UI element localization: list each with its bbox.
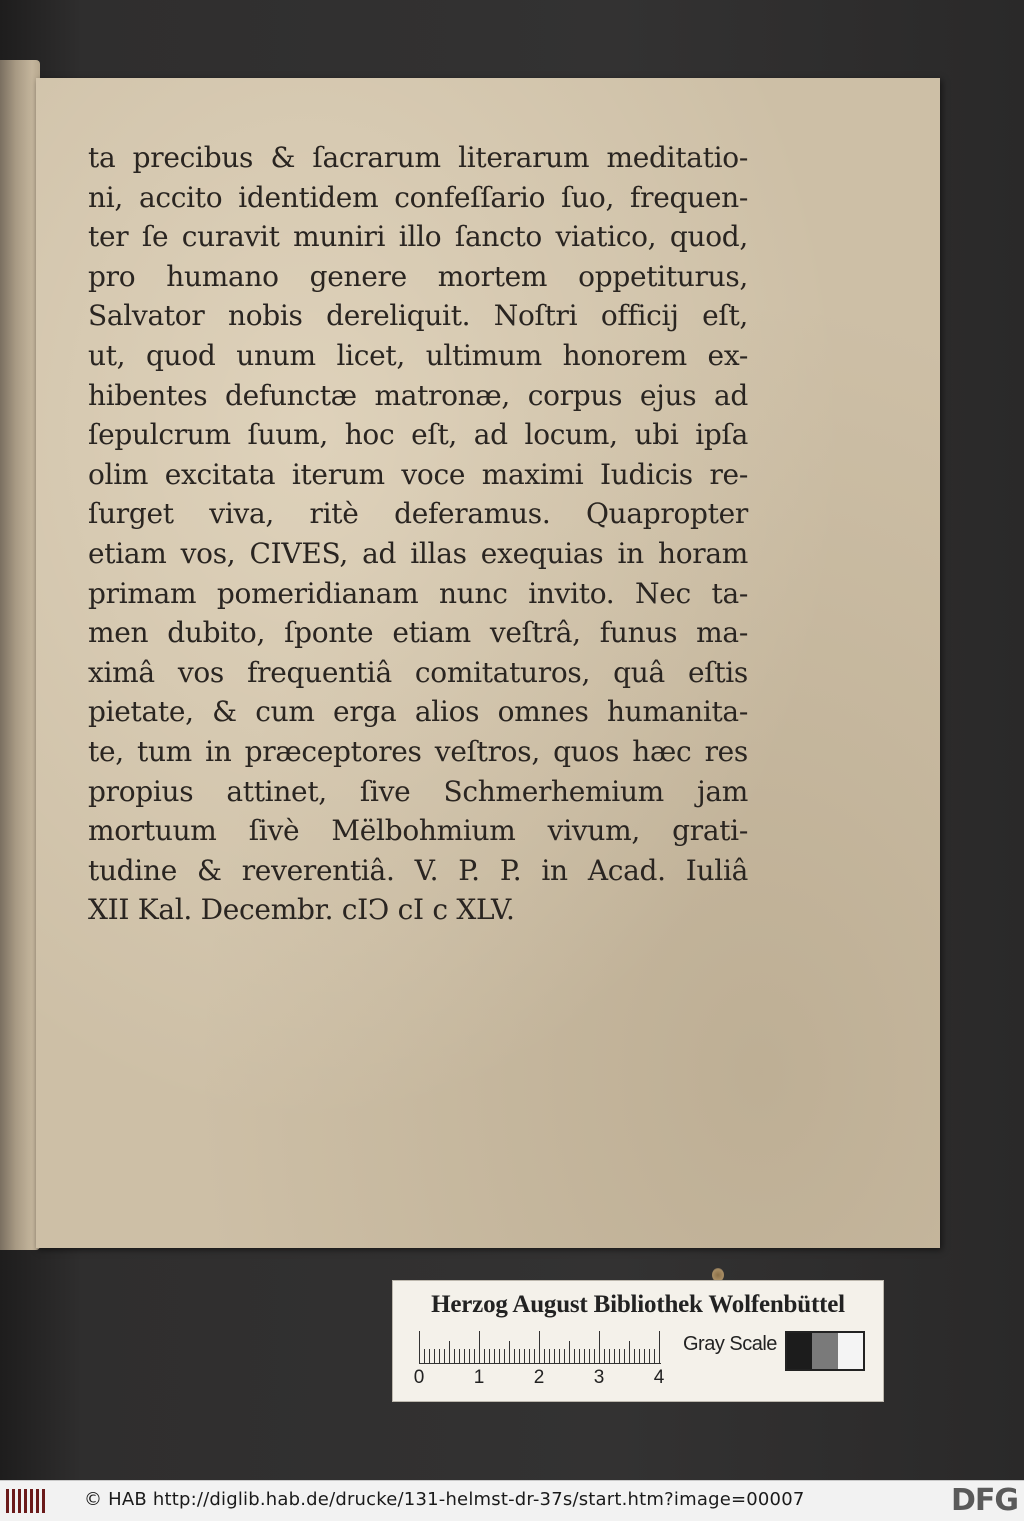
ruler-tick <box>429 1349 430 1363</box>
ruler-tick <box>504 1349 505 1363</box>
ruler-number: 4 <box>653 1367 665 1388</box>
ruler-tick <box>479 1331 480 1363</box>
ruler-tick <box>484 1349 485 1363</box>
ruler-tick <box>529 1349 530 1363</box>
gray-scale-label: Gray Scale <box>683 1333 777 1355</box>
text-line: pro humano genere mortem oppetiturus, <box>88 259 748 293</box>
ruler-tick <box>619 1349 620 1363</box>
text-line: ta precibus & ſacrarum literarum meditatio- <box>88 141 748 174</box>
text-line: ximâ vos frequentiâ comitaturos, quâ eſtis <box>88 655 748 689</box>
ruler-tick <box>439 1349 440 1363</box>
text-line: mortuum ſivè Mëlbohmium vivum, grati- <box>88 814 748 848</box>
text-line: XII Kal. Decembr. cIↃ cI c XLV. <box>88 893 515 927</box>
gray-swatch <box>838 1333 863 1369</box>
gray-swatch <box>787 1333 812 1369</box>
text-line: ut, quod unum licet, ultimum honorem ex- <box>88 338 748 372</box>
footer-bar <box>0 1480 1024 1521</box>
ruler-tick <box>494 1349 495 1363</box>
ruler-tick <box>584 1349 585 1363</box>
text-line: Salvator nobis dereliquit. Noſtri officij eſt, <box>88 299 748 333</box>
color-scale-card <box>392 1280 884 1402</box>
ruler-tick <box>654 1349 655 1363</box>
ruler-tick <box>499 1349 500 1363</box>
ruler-tick <box>659 1331 660 1363</box>
ruler-tick <box>574 1349 575 1363</box>
ruler-tick <box>579 1349 580 1363</box>
page-text-block <box>88 138 748 930</box>
text-line: ni, accito identidem confeſſario ſuo, frequen- <box>88 180 748 214</box>
copyright-url: © HAB http://diglib.hab.de/drucke/131-helmst-dr-37s/start.htm?image=00007 <box>84 1489 805 1510</box>
ruler-tick <box>549 1349 550 1363</box>
ruler-tick <box>419 1331 420 1363</box>
text-line: pietate, & cum erga alios omnes humanita- <box>88 695 748 729</box>
ruler-tick <box>524 1349 525 1363</box>
ruler-number: 2 <box>533 1367 545 1388</box>
text-line: olim excitata iterum voce maximi Iudicis re- <box>88 457 748 491</box>
ruler-tick <box>554 1349 555 1363</box>
ruler-tick <box>589 1349 590 1363</box>
ruler-tick <box>629 1341 630 1363</box>
ruler-tick <box>519 1349 520 1363</box>
ruler-tick <box>599 1331 600 1363</box>
text-line: etiam vos, CIVES, ad illas exequias in horam <box>88 536 748 570</box>
ruler-tick <box>459 1349 460 1363</box>
ruler-tick <box>614 1349 615 1363</box>
ruler-tick <box>454 1349 455 1363</box>
text-line: primam pomeridianam nunc invito. Nec ta- <box>88 576 748 610</box>
ruler-tick <box>564 1349 565 1363</box>
ruler-tick <box>639 1349 640 1363</box>
ruler-tick <box>514 1349 515 1363</box>
ruler-tick <box>509 1341 510 1363</box>
text-line: te, tum in præceptores veſtros, quos hæc res <box>88 734 748 768</box>
ruler-tick <box>644 1349 645 1363</box>
text-line: propius attinet, ſive Schmerhemium jam <box>88 774 748 808</box>
ruler-tick <box>569 1341 570 1363</box>
ruler-number: 0 <box>413 1367 425 1388</box>
ruler-tick <box>544 1349 545 1363</box>
ruler-tick <box>609 1349 610 1363</box>
gray-swatch <box>812 1333 837 1369</box>
library-name: Herzog August Bibliothek Wolfenbüttel <box>431 1291 845 1318</box>
text-line: ſepulcrum ſuum, hoc eſt, ad locum, ubi ipſa <box>88 418 748 452</box>
text-line: ſurget viva, ritè deferamus. Quapropter <box>88 497 748 531</box>
ruler-tick <box>594 1349 595 1363</box>
ruler-tick <box>434 1349 435 1363</box>
ruler-tick <box>489 1349 490 1363</box>
ruler-number: 3 <box>593 1367 605 1388</box>
text-line: hibentes defunctæ matronæ, corpus ejus ad <box>88 378 748 412</box>
ruler-tick <box>604 1349 605 1363</box>
text-line: ter ſe curavit muniri illo ſancto viatico, quod, <box>88 220 748 254</box>
ruler-tick <box>634 1349 635 1363</box>
gray-scale-swatches <box>785 1331 865 1371</box>
ruler-tick <box>649 1349 650 1363</box>
measurement-ruler <box>419 1331 661 1364</box>
dfg-logo: DFG <box>950 1483 1018 1518</box>
ruler-tick <box>474 1349 475 1363</box>
previous-page-edge <box>0 60 40 1250</box>
ruler-tick <box>424 1349 425 1363</box>
ruler-tick <box>444 1349 445 1363</box>
ruler-tick <box>464 1349 465 1363</box>
ruler-tick <box>539 1331 540 1363</box>
ruler-tick <box>449 1341 450 1363</box>
ruler-tick <box>559 1349 560 1363</box>
ruler-number: 1 <box>473 1367 485 1388</box>
text-line: tudine & reverentiâ. V. P. P. in Acad. Iuliâ <box>88 853 748 887</box>
ruler-tick <box>469 1349 470 1363</box>
ruler-tick <box>534 1349 535 1363</box>
text-line: men dubito, ſponte etiam veſtrâ, funus ma- <box>88 616 748 650</box>
hab-logo-icon <box>6 1489 46 1513</box>
ruler-tick <box>624 1349 625 1363</box>
